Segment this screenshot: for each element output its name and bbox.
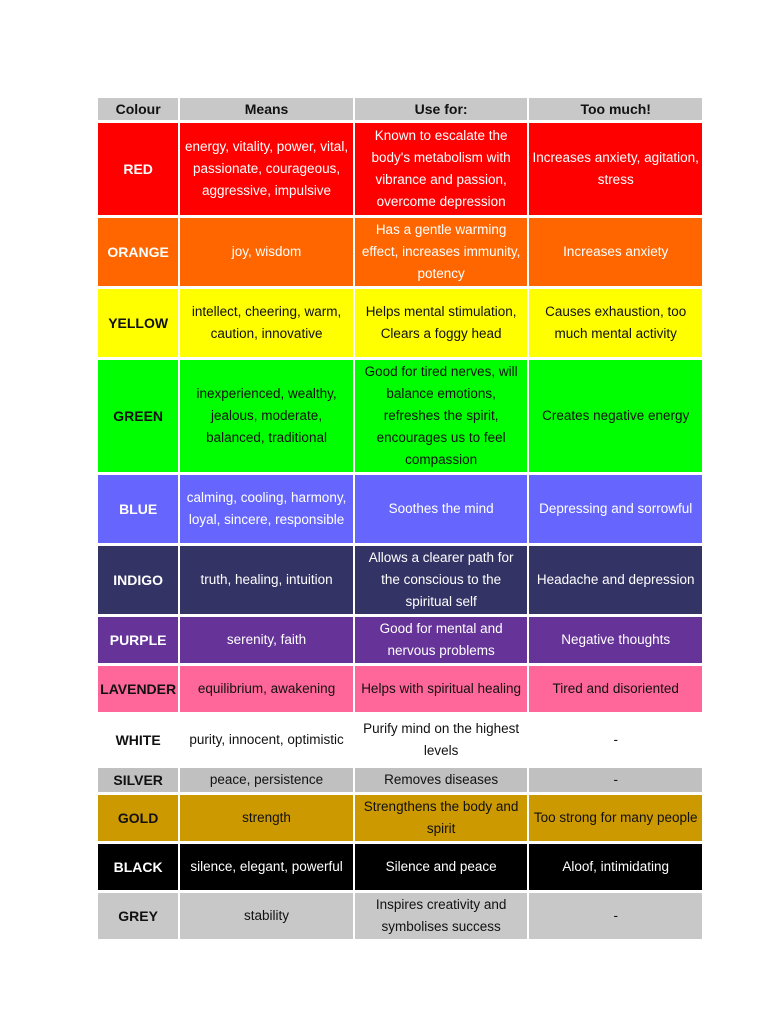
use-for-cell: Good for mental and nervous problems <box>355 617 528 663</box>
means-cell: intellect, cheering, warm, caution, innovative <box>180 289 353 357</box>
means-cell: purity, innocent, optimistic <box>180 715 353 765</box>
header-row <box>98 98 702 120</box>
too-much-cell: Increases anxiety, agitation, stress <box>529 123 702 215</box>
too-much-cell: Tired and disoriented <box>529 666 702 712</box>
too-much-cell: Depressing and sorrowful <box>529 475 702 543</box>
table-body <box>98 123 702 939</box>
means-cell: silence, elegant, powerful <box>180 844 353 890</box>
use-for-cell: Strengthens the body and spirit <box>355 795 528 841</box>
table-row <box>98 844 702 890</box>
means-cell: truth, healing, intuition <box>180 546 353 614</box>
use-for-cell: Known to escalate the body's metabolism with vibrance and passion, overcome depression <box>355 123 528 215</box>
colour-name-cell: BLACK <box>98 844 178 890</box>
means-cell: inexperienced, wealthy, jealous, moderate, balanced, traditional <box>180 360 353 472</box>
table-row <box>98 123 702 215</box>
header-means: Means <box>180 98 353 120</box>
too-much-cell: Aloof, intimidating <box>529 844 702 890</box>
use-for-cell: Silence and peace <box>355 844 528 890</box>
header-too-much: Too much! <box>529 98 702 120</box>
too-much-cell: Too strong for many people <box>529 795 702 841</box>
means-cell: strength <box>180 795 353 841</box>
table-row <box>98 893 702 939</box>
table-row <box>98 666 702 712</box>
use-for-cell: Allows a clearer path for the conscious to the spiritual self <box>355 546 528 614</box>
use-for-cell: Soothes the mind <box>355 475 528 543</box>
use-for-cell: Inspires creativity and symbolises success <box>355 893 528 939</box>
too-much-cell: Causes exhaustion, too much mental activity <box>529 289 702 357</box>
colour-name-cell: YELLOW <box>98 289 178 357</box>
means-cell: serenity, faith <box>180 617 353 663</box>
colour-name-cell: ORANGE <box>98 218 178 286</box>
too-much-cell: - <box>529 893 702 939</box>
colour-name-cell: GREEN <box>98 360 178 472</box>
colour-name-cell: GOLD <box>98 795 178 841</box>
colour-name-cell: SILVER <box>98 768 178 792</box>
too-much-cell: Headache and depression <box>529 546 702 614</box>
table-row <box>98 768 702 792</box>
table-row <box>98 289 702 357</box>
use-for-cell: Removes diseases <box>355 768 528 792</box>
means-cell: joy, wisdom <box>180 218 353 286</box>
header-colour: Colour <box>98 98 178 120</box>
colour-name-cell: PURPLE <box>98 617 178 663</box>
table-row <box>98 475 702 543</box>
header-use-for: Use for: <box>355 98 528 120</box>
too-much-cell: - <box>529 768 702 792</box>
use-for-cell: Has a gentle warming effect, increases immunity, potency <box>355 218 528 286</box>
colour-name-cell: RED <box>98 123 178 215</box>
table-row <box>98 218 702 286</box>
means-cell: peace, persistence <box>180 768 353 792</box>
too-much-cell: - <box>529 715 702 765</box>
too-much-cell: Negative thoughts <box>529 617 702 663</box>
colour-name-cell: BLUE <box>98 475 178 543</box>
table-row <box>98 795 702 841</box>
table-row <box>98 360 702 472</box>
use-for-cell: Helps with spiritual healing <box>355 666 528 712</box>
use-for-cell: Purify mind on the highest levels <box>355 715 528 765</box>
means-cell: stability <box>180 893 353 939</box>
too-much-cell: Increases anxiety <box>529 218 702 286</box>
colour-name-cell: LAVENDER <box>98 666 178 712</box>
use-for-cell: Good for tired nerves, will balance emotions, refreshes the spirit, encourages us to feel compassion <box>355 360 528 472</box>
table-row <box>98 617 702 663</box>
colour-name-cell: INDIGO <box>98 546 178 614</box>
means-cell: energy, vitality, power, vital, passionate, courageous, aggressive, impulsive <box>180 123 353 215</box>
table-row <box>98 715 702 765</box>
too-much-cell: Creates negative energy <box>529 360 702 472</box>
table-row <box>98 546 702 614</box>
colour-name-cell: GREY <box>98 893 178 939</box>
means-cell: equilibrium, awakening <box>180 666 353 712</box>
use-for-cell: Helps mental stimulation, Clears a foggy head <box>355 289 528 357</box>
means-cell: calming, cooling, harmony, loyal, sincere, responsible <box>180 475 353 543</box>
colour-name-cell: WHITE <box>98 715 178 765</box>
colour-meaning-table <box>96 95 704 942</box>
